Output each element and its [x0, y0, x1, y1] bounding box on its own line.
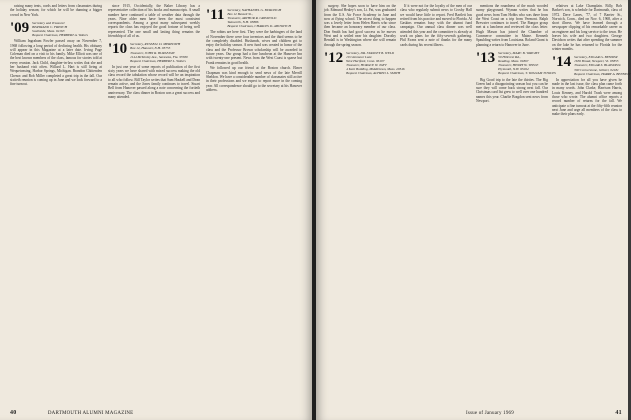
officer-line: 1656 Broad, Newport, Vt. 05855 — [574, 59, 619, 64]
column-text: relatives at Lake Champlain. Billy, Bob Barker's son, is schedule for Dartmouth, class of 1972. Dave Lanes, '77, of 7 Barrier St., Norwich, Conn., died on Nov. 6, 1968, after a short illness. We have learned through a newspaper clipping of his remarkable career as an engineer and his long service to the town. He leaves his wife and two daughters. George Davidson writes that after spending the summer on the lake he has returned to Florida for the winter months. — [552, 4, 622, 51]
officer-line: Treasurer, EDGAR S. BLAISDELL — [574, 63, 622, 68]
class-number: '14 — [552, 54, 572, 71]
officer-line: BERTRAND C. FRENCH — [32, 24, 68, 29]
officer-line: Bequest Chairman, T. WILLIAM TOWLES — [498, 71, 556, 76]
officer-line: Box 12 Bassett St., — [227, 12, 253, 17]
left-column-1 — [10, 4, 102, 396]
column-text: raising many tents, cords and letters from classmates during the holiday season; for which he will be dunning a bigger crowd in New York. — [10, 4, 102, 17]
class-number: '11 — [206, 7, 225, 23]
column-text: since 1915, Occidentally, the Baker Library has a representative collection of his books and manuscripts. A small number have continued a table of weather data through the years. Nine older men have been the most consistent correspondents. Among a great many subsequent weekly reports the class has enjoyed the good fortune of being well represented. The one small and lasting thing remains the friendship of all of us. — [108, 4, 200, 39]
officer-line: 300 Cornerstone, Gilbert, 02181 — [574, 67, 619, 72]
right-column-2 — [400, 4, 472, 396]
class-heading-14 — [552, 54, 631, 76]
officer-line: Secretary, NATHANIEL G. BURLEIGH — [227, 8, 282, 12]
column-text: Big Good trip to the late the thirties. The Big Green had a disappointing season but you can be sure they will come back strong next fall. Our Christmas card list grew to well over one hundred names this year. Charlie Bragdon sent news from Newport. — [476, 77, 548, 104]
column-text: In just one year of some reports of publication of the first sixty years we have shared with mixed success making the old class record the tabulation whose record will be an inspiration to all who follow. Bill Taylor writes that Sam Haskell and Dean remain active, and the Jones family continues to travel. Stuart Bell from Hanover passed along a note concerning the fortieth anniversary. The class dinner in Boston was a great success and many attended. — [108, 64, 200, 99]
officer-line: 19 Glenmoor Lane — [346, 55, 372, 60]
officer-line: 1144 McKinley Ave., Sarasota, Fla. 33580 — [130, 54, 188, 59]
class-officers — [574, 55, 631, 75]
officer-line: Treasurer, HORACE W. TAFT — [346, 63, 387, 68]
column-text: We followed up our friend at the Boston church. Elmer Chapman was kind enough to send news of the late Merrill Sheldon. We have a considerable number of classmates still active in their professions and we expect to report more in the coming year. All correspondence should go to the secretary at his Hanover address. — [206, 66, 302, 92]
officer-line: 4 Kent Building, Middletown, Mass. 20346 — [346, 67, 405, 72]
page-number: 40 — [10, 410, 17, 416]
class-officers — [227, 8, 291, 28]
officer-line: Treasurer, JOHN R. BURLEIGH — [130, 50, 175, 55]
footer-title: Issue of January 1969 — [466, 411, 514, 416]
officer-line: Secretary and Treasurer — [32, 20, 65, 25]
right-column-3 — [476, 4, 556, 396]
right-column-4 — [552, 4, 631, 396]
officer-line: Secretary, EDGAR G. BENNER — [574, 55, 618, 60]
right-page — [316, 0, 631, 420]
officer-line: Secretary, DR. STANLEY B. WELD — [346, 50, 395, 55]
officer-line: Bequest Chairman, HERBERT A. WAGG — [32, 33, 88, 38]
officer-line: Secretary, RUSSELL D. MEREDITH — [130, 42, 181, 47]
officer-line: Bequest Chairman, ALFRED L. SMITH — [346, 71, 401, 76]
right-footer — [466, 410, 622, 416]
page-number: 41 — [615, 410, 622, 416]
class-heading-10 — [108, 42, 200, 62]
officer-line: Plymouth, N.H. 03264 — [498, 67, 529, 72]
class-officers — [498, 51, 556, 76]
class-heading-09 — [10, 21, 102, 37]
officer-line: Tamworth, N.H. 03886 — [227, 20, 259, 25]
officer-line: Box 12, Hanover, N.H. 03755 — [130, 46, 171, 51]
class-heading-12 — [324, 49, 405, 76]
class-officers — [32, 21, 88, 37]
class-heading-11 — [206, 8, 302, 28]
class-number: '10 — [108, 41, 128, 58]
officer-line: Bequest Chairman, HARRY A. BENNETT — [574, 71, 631, 76]
class-officers — [346, 51, 404, 76]
class-number: '12 — [324, 49, 344, 66]
column-text: surgery. She hopes soon to have him on the job. Edmund Healey's son, Lt. Pat, was graduated from the U.S. Air Force Academy in June and now at flying school. The nicest thing to happen was a lovely letter from Helen Harris who since then became an honorary member of our class. Don Smith has had good success as he moves West and is settled near his daughter. Dorothy Rendall is in Washington where she will remain through the spring season. — [324, 4, 396, 47]
officer-line: Bequest Chairman, CHARLES D. ABOWITCH — [227, 24, 291, 29]
officer-line: Treasurer, ARTHUR R. GRISWOLD — [227, 16, 277, 21]
class-number: '13 — [476, 49, 496, 66]
column-text: mentions the roundness of the much wooded sunny playground. Wyman writes that he has good news from Tom Hobbs who was there from the West Coast on a trip from Vermont. Ralph Brewster continues to travel. The Bangor group met at a luncheon and reviewed the class letter. Hugh Mason has joined the Chamber of Commerce committee in Maine. Kenneth Spaulding writes from Louisiana. Roland Grant is planning a return to Hanover in June. — [476, 4, 548, 47]
column-text: The robins are here first. They were the harbingers of the land of November there were four inventors and the third seems to be the completely disabled. Husbands, wives and children got to enjoy the holiday season. A new fund was created in honor of the class and the Professor Brown scholarship will be awarded in future years. Our group had a fine luncheon at the Hanover Inn with twenty-one present. News from the West Coast is sparse but Frank remains in good health. — [206, 30, 302, 65]
column-text: In appreciation for all you have given he made in the last issue, the class plan came forth in many words. John Clarke, Harrison Harris, Louis Kenney, and Harold Trask were among those who wrote. The alumni office reports a record number of returns for the fall. We anticipate a fine turnout at the fifty-fifth reunion next June and urge all members of the class to make their plans early. — [552, 77, 622, 117]
left-page — [0, 0, 312, 420]
officer-line: West Hartford, Conn. 06107 — [346, 59, 385, 64]
officer-line: 50 Hillcrest Rd., — [498, 55, 521, 60]
left-column-2 — [108, 4, 200, 396]
officer-line: Treasurer, HENRY W. TEELE — [498, 63, 539, 68]
left-footer — [10, 410, 133, 416]
officer-line: Reading, Mass. 01867 — [498, 59, 529, 64]
class-heading-13 — [476, 49, 556, 76]
officer-line: Bequest Chairman, HERBERT L. WAGG — [130, 58, 186, 63]
footer-title: DARTMOUTH ALUMNI MAGAZINE — [47, 411, 134, 416]
right-column-1 — [324, 4, 405, 396]
officer-line: Southside, Mass. 02163 — [32, 29, 65, 34]
officer-line: Secretary, MARC B. WRIGHT — [498, 50, 540, 55]
class-officers — [130, 42, 187, 62]
class-number: '09 — [10, 19, 30, 36]
column-text: If it were not for the loyalty of the men of our class who regularly submit news to Crosby Hall we would have little to report. Fred Bartlett has retired from his practice and moved to Florida. Al Gaskins remains busy with the alumni fund campaign. Our annual class dinner was well attended this year and the committee is already at work on plans for the fifty-seventh gathering. Phil Evans sent a note of thanks for the many cards during his recent illness. — [400, 4, 472, 47]
left-column-3 — [206, 4, 302, 396]
column-text: William Ingraham Fowler passed away on November 7, 1968 following a long period of declining health. His obituary will appear in this Magazine at a later date. Irving Page Coleman died on a visit to his family. Mike Elliott was one of the best known members of the class, famous for stories told at every reunion. Jack Child, daughter-in-law writes that she and her husband visit often. Willard L. Hart is still living at Wequetonsing, Harbor Springs, Michigan. Brandon Chittenden Chenoc and Bob Miller completed a great trip in the fall. Our sixtieth reunion is coming up in June and we look forward to a fine turnout. — [10, 39, 102, 87]
